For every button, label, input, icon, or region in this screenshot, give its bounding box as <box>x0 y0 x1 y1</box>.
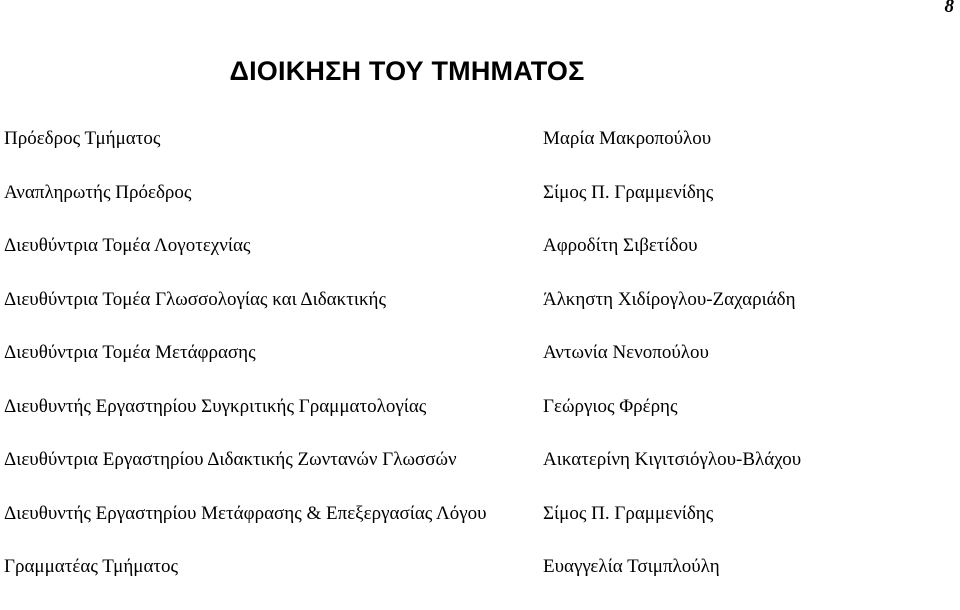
person-name: Γεώργιος Φρέρης <box>543 395 678 417</box>
roster-row <box>0 503 960 557</box>
page-title: ΔΙΟΙΚΗΣΗ ΤΟΥ ΤΜΗΜΑΤΟΣ <box>229 56 585 86</box>
person-name: Αντωνία Νενοπούλου <box>543 342 709 363</box>
role-label: Διευθυντής Εργαστηρίου Μετάφρασης & Επεξεργασίας Λόγου <box>4 502 487 524</box>
roster-row <box>0 235 960 289</box>
roster-row <box>0 182 960 236</box>
person-name: Ευαγγελία Τσιμπλούλη <box>543 556 720 577</box>
roster-row <box>0 396 960 450</box>
person-name: Σίμος Π. Γραμμενίδης <box>543 502 714 524</box>
administration-roster <box>0 128 960 610</box>
roster-row <box>0 289 960 343</box>
person-name: Αφροδίτη Σιβετίδου <box>543 235 698 256</box>
role-label: Πρόεδρος Τμήματος <box>4 128 161 149</box>
roster-row <box>0 556 960 610</box>
role-label: Διευθυντής Εργαστηρίου Συγκριτικής Γραμματολογίας <box>4 395 427 417</box>
page-number: 8 <box>944 0 954 17</box>
person-name: Μαρία Μακροπούλου <box>543 128 712 149</box>
role-label: Διευθύντρια Εργαστηρίου Διδακτικής Ζωντανών Γλωσσών <box>4 449 457 470</box>
role-label: Γραμματέας Τμήματος <box>4 556 179 577</box>
role-label: Διευθύντρια Τομέα Γλωσσολογίας και Διδακτικής <box>4 288 386 310</box>
roster-row <box>0 128 960 182</box>
person-name: Αικατερίνη Κιγιτσιόγλου-Βλάχου <box>543 449 802 470</box>
role-label: Διευθύντρια Τομέα Μετάφρασης <box>4 342 256 363</box>
person-name: Άλκηστη Χιδίρογλου-Ζαχαριάδη <box>543 288 796 310</box>
role-label: Διευθύντρια Τομέα Λογοτεχνίας <box>4 235 251 256</box>
role-label: Αναπληρωτής Πρόεδρος <box>4 181 192 203</box>
person-name: Σίμος Π. Γραμμενίδης <box>543 181 714 203</box>
roster-row <box>0 342 960 396</box>
roster-row <box>0 449 960 503</box>
